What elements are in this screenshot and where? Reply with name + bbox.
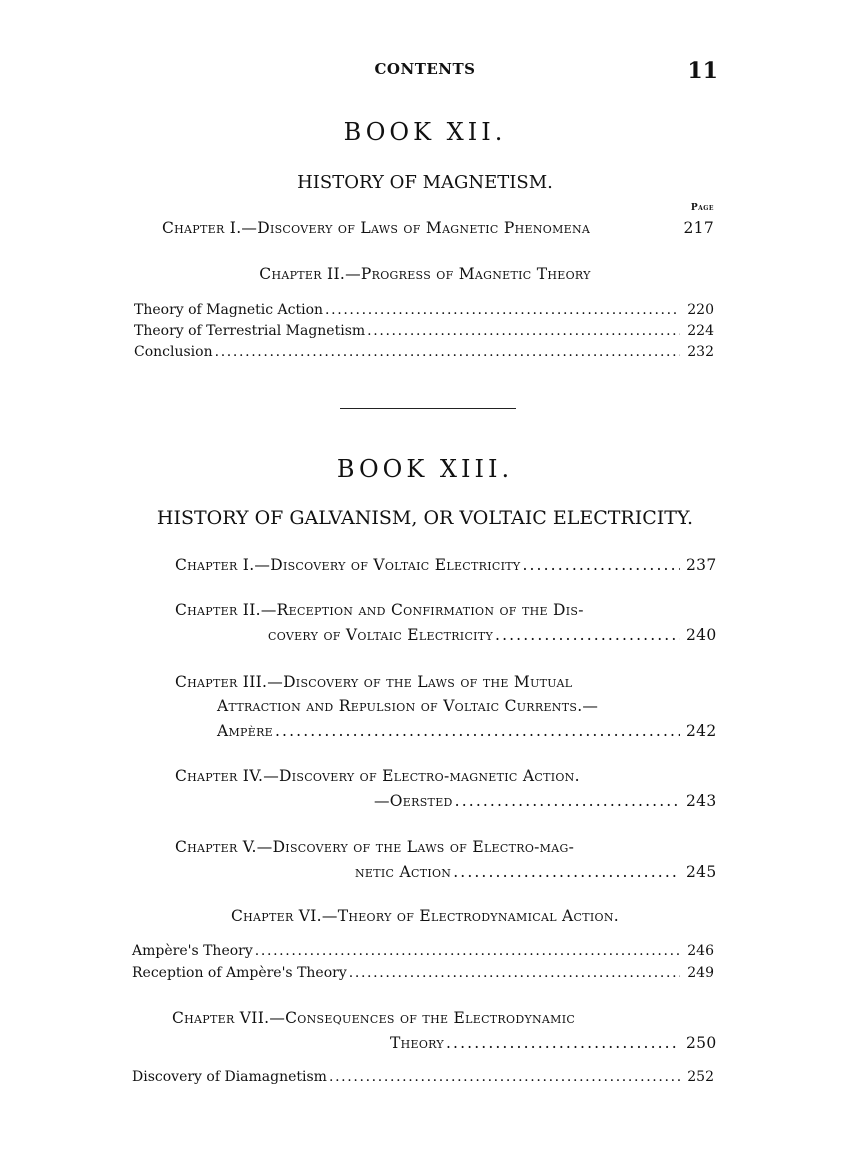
page-ref: 245 — [686, 863, 717, 881]
chapter-label: Theory — [390, 1034, 444, 1052]
dot-leader — [215, 344, 680, 360]
chapter-label-b13-ch2-line1: Chapter II.—Reception and Confirmation of the Dis- — [175, 601, 584, 619]
entry-label: Reception of Ampère's Theory — [132, 965, 347, 981]
toc-entry-reception-amperes-theory[interactable] — [132, 965, 714, 981]
toc-entry-b13-ch7[interactable] — [390, 1034, 717, 1052]
dot-leader — [367, 323, 680, 339]
running-head: CONTENTS — [374, 60, 476, 78]
toc-entry-b13-ch4[interactable] — [374, 792, 717, 810]
chapter-label-b13-ch7-line1: Chapter VII.—Consequences of the Electrodynamic — [172, 1009, 576, 1027]
book-xii-subtitle: HISTORY OF MAGNETISM. — [297, 172, 553, 193]
dot-leader — [329, 1069, 680, 1085]
page-ref: 217 — [683, 219, 714, 237]
book-xiii-title: BOOK XIII. — [336, 455, 514, 483]
chapter-label: —Oersted — [374, 792, 453, 810]
dot-leader — [522, 556, 680, 574]
chapter-label: covery of Voltaic Electricity — [268, 626, 494, 644]
chapter-label-b13-ch4-line1: Chapter IV.—Discovery of Electro-magnetic Action. — [175, 767, 580, 785]
book-xii-title: BOOK XII. — [343, 118, 507, 146]
toc-entry-conclusion[interactable] — [134, 344, 714, 360]
book-xiii-subtitle: HISTORY OF GALVANISM, OR VOLTAIC ELECTRICITY. — [156, 507, 694, 529]
dot-leader — [495, 626, 680, 644]
page-ref: 240 — [686, 626, 717, 644]
toc-entry-b12-ch1[interactable] — [162, 219, 714, 237]
toc-entry-terrestrial-magnetism[interactable] — [134, 323, 714, 339]
section-divider — [340, 408, 516, 409]
toc-entry-b13-ch3[interactable] — [217, 722, 717, 740]
page-ref: 232 — [687, 344, 714, 360]
dot-leader — [453, 863, 680, 881]
dot-leader — [275, 722, 680, 740]
chapter-heading-b12-ch2: Chapter II.—Progress of Magnetic Theory — [259, 265, 591, 283]
page-ref: 237 — [686, 556, 717, 574]
page-ref: 252 — [687, 1069, 714, 1085]
toc-entry-b13-ch5[interactable] — [355, 863, 717, 881]
chapter-label-b13-ch5-line1: Chapter V.—Discovery of the Laws of Electro-mag- — [175, 838, 575, 856]
page-ref: 242 — [686, 722, 717, 740]
page-ref: 246 — [687, 943, 714, 959]
chapter-heading-b13-ch6: Chapter VI.—Theory of Electrodynamical Action. — [230, 907, 620, 925]
page-ref: 250 — [686, 1034, 717, 1052]
page-ref: 249 — [687, 965, 714, 981]
chapter-label-b13-ch3-line2: Attraction and Repulsion of Voltaic Currents.— — [217, 697, 599, 715]
page-ref: 224 — [687, 323, 714, 339]
toc-entry-theory-magnetic-action[interactable] — [134, 302, 714, 318]
page-ref: 220 — [687, 302, 714, 318]
chapter-label: Chapter I.—Discovery of Voltaic Electricity — [175, 556, 521, 574]
page-ref: 243 — [686, 792, 717, 810]
chapter-label: Ampère — [217, 722, 273, 740]
entry-label: Ampère's Theory — [132, 943, 253, 959]
toc-entry-b13-ch1[interactable] — [175, 556, 717, 574]
chapter-label: Chapter I.—Discovery of Laws of Magnetic Phenomena — [162, 219, 591, 237]
entry-label: Theory of Magnetic Action — [134, 302, 324, 318]
dot-leader — [255, 943, 680, 959]
entry-label: Theory of Terrestrial Magnetism — [134, 323, 366, 339]
dot-leader — [325, 302, 680, 318]
page-number: 11 — [687, 58, 718, 84]
entry-label: Conclusion — [134, 344, 213, 360]
dot-leader — [446, 1034, 680, 1052]
chapter-label-b13-ch3-line1: Chapter III.—Discovery of the Laws of the Mutual — [175, 673, 573, 691]
dot-leader — [455, 792, 680, 810]
toc-entry-amperes-theory[interactable] — [132, 943, 714, 959]
chapter-label: netic Action — [355, 863, 452, 881]
entry-label: Discovery of Diamagnetism — [132, 1069, 327, 1085]
toc-entry-diamagnetism[interactable] — [132, 1069, 714, 1085]
toc-entry-b13-ch2[interactable] — [268, 626, 717, 644]
page-column-label: Page — [690, 203, 714, 213]
dot-leader — [349, 965, 680, 981]
